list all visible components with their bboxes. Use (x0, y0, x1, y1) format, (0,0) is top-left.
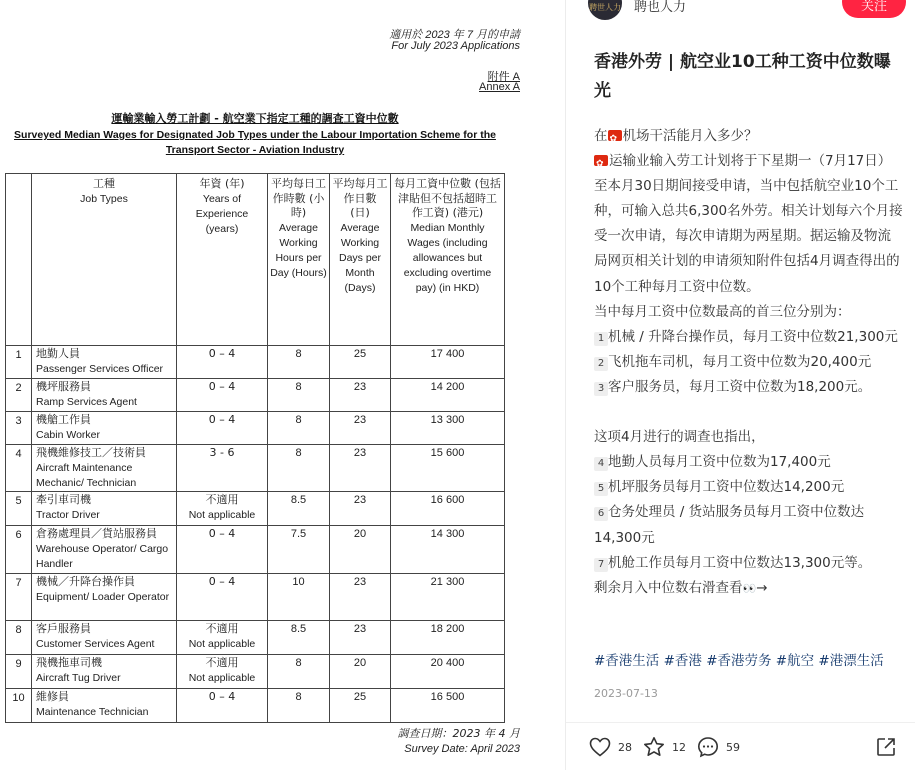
keycap-2-icon: 2 (594, 357, 608, 371)
hours-cell: 8.5 (268, 621, 330, 655)
wage-cell: 14 200 (391, 379, 505, 412)
years-cell: 不適用 Not applicable (177, 621, 268, 655)
annex-zh: 附件 A (487, 71, 520, 83)
keycap-1-icon: 1 (594, 332, 608, 346)
table-row (6, 379, 505, 412)
author-name[interactable]: 聘也人力 (634, 0, 687, 15)
keycap-7-icon: 7 (594, 558, 608, 572)
survey-date-en: Survey Date: April 2023 (404, 743, 520, 755)
days-cell: 23 (330, 379, 391, 412)
wages-table (5, 173, 505, 723)
hours-cell: 7.5 (268, 526, 330, 574)
applies-zh: 適用於 2023 年 7 月的申請 (389, 29, 520, 41)
table-row (6, 412, 505, 445)
table-row (6, 621, 505, 655)
post-title: 香港外劳 | 航空业10工种工资中位数曝光 (594, 52, 891, 101)
job-type: 飛機維修技工／技術員 Aircraft Maintenance Mechanic/ Technician (32, 445, 177, 492)
header-no (6, 174, 32, 346)
days-cell: 20 (330, 526, 391, 574)
header-days: 平均每月工作日數 (日) Average Working Days per Month (Days) (330, 174, 391, 346)
years-cell: 3 - 6 (177, 445, 268, 492)
years-cell: 0 – 4 (177, 526, 268, 574)
days-cell: 23 (330, 445, 391, 492)
keycap-6-icon: 6 (594, 507, 608, 521)
hashtags[interactable]: #香港生活 #香港 #香港劳务 #航空 #港漂生活 (594, 653, 884, 669)
job-type: 倉務處理員／貨站服務員 Warehouse Operator/ Cargo Handler (32, 526, 177, 574)
row-number: 1 (6, 346, 32, 379)
wage-cell: 15 600 (391, 445, 505, 492)
table-row (6, 689, 505, 723)
wage-cell: 18 200 (391, 621, 505, 655)
row-number: 3 (6, 412, 32, 445)
row-number: 6 (6, 526, 32, 574)
years-cell: 0 – 4 (177, 412, 268, 445)
keycap-4-icon: 4 (594, 457, 608, 471)
row-number: 5 (6, 492, 32, 526)
days-cell: 23 (330, 574, 391, 621)
header-hours: 平均每日工作時數 (小時) Average Working Hours per Day (Hours) (268, 174, 330, 346)
star-icon (642, 735, 666, 759)
job-type: 機坪服務員 Ramp Services Agent (32, 379, 177, 412)
hours-cell: 8 (268, 379, 330, 412)
doc-title-zh: 運輸業輸入勞工計劃 - 航空業下指定工種的調查工資中位數 (111, 112, 399, 125)
table-row (6, 445, 505, 492)
days-cell: 23 (330, 492, 391, 526)
job-type: 飛機拖車司機 Aircraft Tug Driver (32, 655, 177, 689)
header-years: 年資 (年) Years of Experience (years) (177, 174, 268, 346)
collect-button[interactable]: 12 (642, 735, 686, 759)
post-panel (565, 0, 915, 770)
row-number: 9 (6, 655, 32, 689)
post-date: 2023-07-13 (594, 687, 658, 700)
share-icon (874, 735, 898, 759)
years-cell: 0 – 4 (177, 379, 268, 412)
doc-title-en-2: Transport Sector - Aviation Industry (165, 144, 345, 156)
doc-title-en-1: Surveyed Median Wages for Designated Job Types under the Labour Importation Scheme for the (14, 129, 496, 141)
engagement-bar (566, 722, 915, 770)
job-type: 牽引車司機 Tractor Driver (32, 492, 177, 526)
row-number: 4 (6, 445, 32, 492)
table-row (6, 526, 505, 574)
table-row (6, 492, 505, 526)
comment-icon (696, 735, 720, 759)
days-cell: 20 (330, 655, 391, 689)
years-cell: 0 – 4 (177, 346, 268, 379)
job-type: 客戶服務員 Customer Services Agent (32, 621, 177, 655)
wage-cell: 16 500 (391, 689, 505, 723)
row-number: 7 (6, 574, 32, 621)
heart-icon (588, 735, 612, 759)
job-type: 維修員 Maintenance Technician (32, 689, 177, 723)
survey-date-zh: 調查日期：2023 年 4 月 (397, 727, 520, 740)
wage-cell: 13 300 (391, 412, 505, 445)
hours-cell: 8 (268, 689, 330, 723)
job-type: 地勤人員 Passenger Services Officer (32, 346, 177, 379)
hours-cell: 8.5 (268, 492, 330, 526)
row-number: 2 (6, 379, 32, 412)
share-button[interactable] (874, 735, 898, 763)
post-body: 在✿ 机场干活能月入多少？ ✿运输业输入劳工计划将于下星期一（7月17日）至本月30日期间接受申请，当中包括航空业10个工种，可输入总共6,300名外劳。相关计划每六个月接受一次申请，每次申请期为两星期。据运输及物流局网页相关计划的申请须知附件包括4月调查得出的10个工种每月工资中位数。 当中每月工资中位数最高的首三位分别为： 1 机械 / 升降台操作员，每月工资中位数21,300元 2 飞机拖车司机，每月工资中位数为20,400元 3 客户服务员，每月工资中位数为18,200元。 这项4月进行的调查也指出， 4 地勤人员每月工资中位数为17,400元 5 机坪服务员每月工资中位数达14,200元 6 仓务处理员 / 货站服务员每月工资中位数达14,300元 7 机舱工作员每月工资中位数达13,300元等。 剩余月入中位数右滑查看👀→ (594, 124, 904, 601)
hk-flag-icon (594, 155, 608, 166)
table-row (6, 655, 505, 689)
years-cell: 不適用 Not applicable (177, 492, 268, 526)
keycap-3-icon: 3 (594, 382, 608, 396)
hk-flag-icon (608, 130, 622, 141)
job-type: 機械／升降台操作員 Equipment/ Loader Operator (32, 574, 177, 621)
follow-button[interactable]: 关注 (842, 0, 906, 18)
years-cell: 不適用 Not applicable (177, 655, 268, 689)
hours-cell: 8 (268, 655, 330, 689)
hours-cell: 8 (268, 445, 330, 492)
wage-cell: 14 300 (391, 526, 505, 574)
hours-cell: 8 (268, 346, 330, 379)
wage-cell: 20 400 (391, 655, 505, 689)
header-wage: 每月工資中位數 (包括津貼但不包括超時工作工資) (港元) Median Monthly Wages (including allowances but excluding overtime pay) (in HKD) (391, 174, 505, 346)
days-cell: 25 (330, 346, 391, 379)
years-cell: 0 – 4 (177, 689, 268, 723)
applies-en: For July 2023 Applications (391, 40, 520, 52)
post-header (566, 0, 915, 30)
eyes-icon: 👀 (742, 581, 757, 595)
job-type: 機艙工作員 Cabin Worker (32, 412, 177, 445)
wage-cell: 21 300 (391, 574, 505, 621)
avatar[interactable]: 聘世人力 (588, 0, 622, 20)
days-cell: 23 (330, 412, 391, 445)
days-cell: 23 (330, 621, 391, 655)
hours-cell: 8 (268, 412, 330, 445)
like-button[interactable]: 28 (588, 735, 632, 759)
keycap-5-icon: 5 (594, 482, 608, 496)
years-cell: 0 – 4 (177, 574, 268, 621)
hours-cell: 10 (268, 574, 330, 621)
row-number: 10 (6, 689, 32, 723)
wage-cell: 17 400 (391, 346, 505, 379)
days-cell: 25 (330, 689, 391, 723)
annex-en: Annex A (479, 81, 520, 93)
header-job-types: 工種 Job Types (32, 174, 177, 346)
row-number: 8 (6, 621, 32, 655)
table-row (6, 574, 505, 621)
table-row (6, 346, 505, 379)
comment-button[interactable]: 59 (696, 735, 740, 759)
wage-cell: 16 600 (391, 492, 505, 526)
